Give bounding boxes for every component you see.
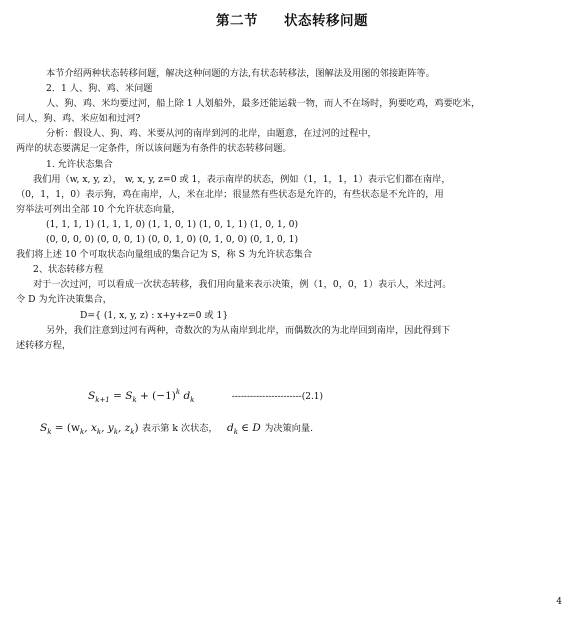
heading-allowed-states: 1. 允许状态集合 — [46, 158, 113, 170]
transfer-line-2: 述转移方程， — [16, 339, 72, 351]
decision-line-2: 令 D 为允许决策集合， — [16, 294, 112, 306]
section-title — [0, 9, 584, 29]
analysis-line-2: 两岸的状态要满足一定条件，所以该问题为有条件的状态转移问题。 — [16, 143, 292, 155]
states-line-2: （0，1，1，0）表示狗，鸡在南岸，人，米在北岸；很显然有些状态是允许的，有些状态是不允许的，用 — [16, 188, 444, 200]
states-line-3: 穷举法可列出全部 10 个允许状态向量， — [16, 203, 181, 215]
state-definition-equation: $S_k = (w_k$, $x_k$, $y_k$, $z_k$) 表示第 k 次状态， $d_k$ ∈ D 为决策向量. — [40, 422, 314, 436]
allowed-set-definition: 我们将上述 10 个可取状态向量组成的集合记为 S，称 S 为允许状态集合 — [16, 249, 313, 261]
problem-question: 问人，狗、鸡、米应如和过河? — [16, 113, 141, 125]
decision-line-1: 对于一次过河，可以看成一次状态转移，我们用向量来表示决策，例（1，0，0，1）表示人，米过河。 — [33, 279, 452, 291]
subsection-heading-2-1: 2．1 人、狗、鸡、米问题 — [46, 83, 153, 95]
state-vectors-row-2: (0, 0, 0, 0) (0, 0, 0, 1) (0, 0, 1, 0) (0, 1, 0, 0) (0, 1, 0, 1) — [46, 234, 299, 246]
section-name: 状态转移问题 — [284, 13, 368, 29]
section-number: 第二节 — [216, 13, 258, 29]
heading-transfer-equation: 2、状态转移方程 — [33, 264, 104, 276]
body-text — [16, 66, 568, 353]
transfer-line-1: 另外，我们注意到过河有两种，奇数次的为从南岸到北岸，而偶数次的为北岸回到南岸，因此得到下 — [46, 324, 451, 336]
decision-set-formula: D={ (1, x, y, z) : x+y+z=0 或 1} — [80, 309, 229, 321]
problem-statement: 人、狗、鸡、米均要过河，船上除 1 人划船外，最多还能运载一物，而人不在场时，狗要吃鸡，鸡要吃米， — [46, 98, 481, 110]
page-number: 4 — [556, 597, 562, 607]
equation-2-1: $S_{k+1} = S_k + (-1)^k$ $d_k$ -----------------------(2.1) — [88, 388, 324, 404]
analysis-line-1: 分析：假设人、狗、鸡、米要从河的南岸到河的北岸，由题意，在过河的过程中， — [46, 128, 377, 140]
equation-tag: -----------------------(2.1) — [231, 392, 324, 402]
paragraph-intro: 本节介绍两种状态转移问题，解决这种问题的方法,有状态转移法，图解法及用图的邻接距阵等。 — [46, 68, 435, 79]
states-line-1: 我们用（w, x, y, z）， w, x, y, z=0 或 1，表示南岸的状态，例如（1，1，1，1）表示它们都在南岸， — [33, 173, 451, 185]
state-vectors-row-1: (1, 1, 1, 1) (1, 1, 1, 0) (1, 1, 0, 1) (1, 0, 1, 1) (1, 0, 1, 0) — [46, 218, 299, 230]
